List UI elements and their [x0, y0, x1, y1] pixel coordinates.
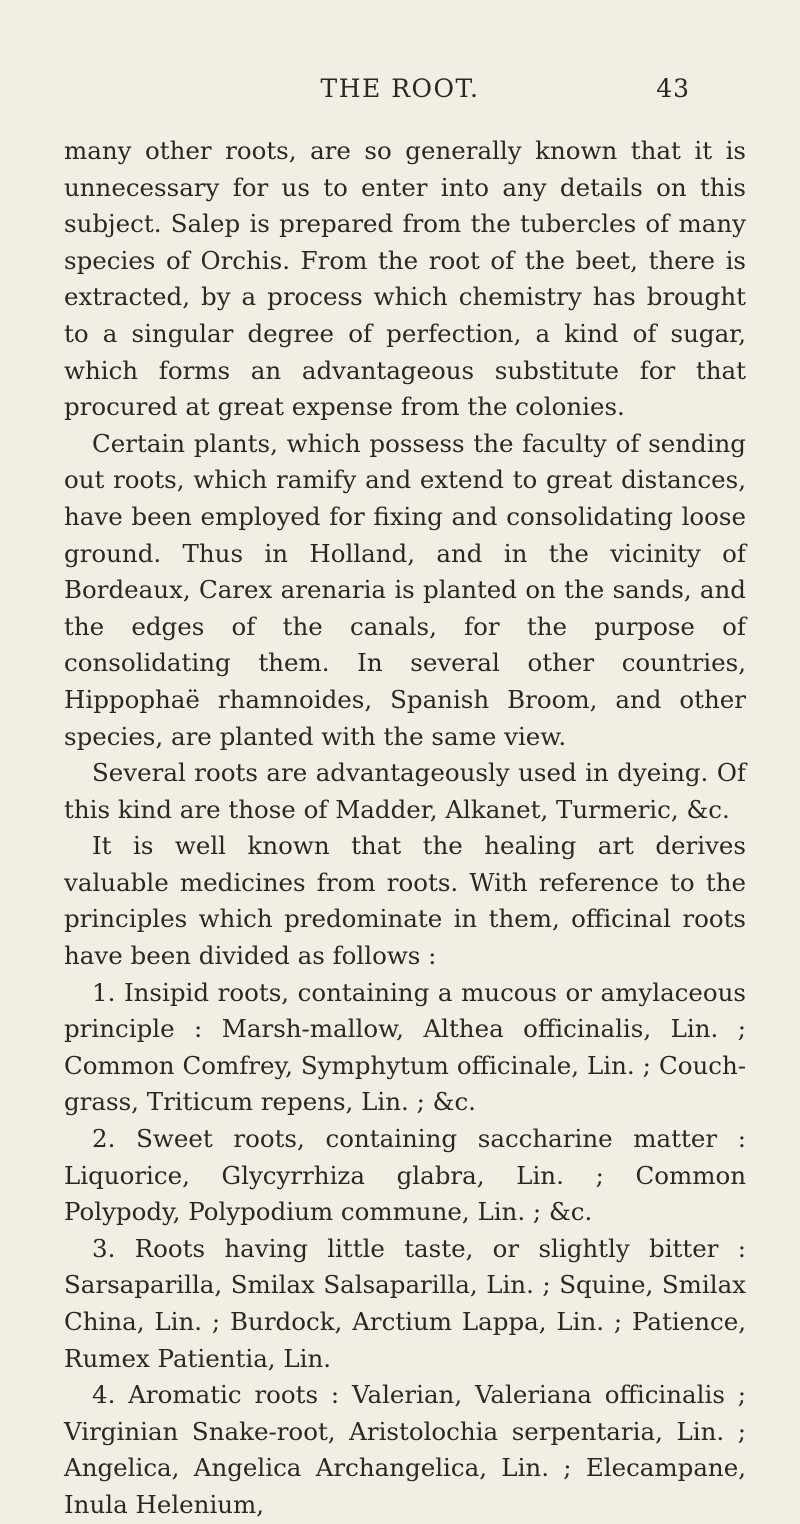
paragraph-2: Certain plants, which possess the faculty of sending out roots, which ramify and extend to great distances, have been employed for fixing and consolidating loose ground. Thus in Holland, and in the vicinity of Bordeaux, Carex arenaria is planted on the sands, and the edges of the canals, for the purpose of consolidating them. In several other countries, Hippophaë rhamnoides, Spanish Broom, and other species, are planted with the same view.	[64, 428, 746, 751]
list-item-aromatic-roots: 4. Aromatic roots : Valerian, Valeriana officinalis ; Virginian Snake-root, Aristolochia serpentaria, Lin. ; Angelica, Angelica Archangelica, Lin. ; Elecampane, Inula Helenium,	[64, 1380, 746, 1519]
paragraph-1: many other roots, are so generally known that it is unnecessary for us to enter into any details on this subject. Salep is prepared from the tubercles of many species of Orchis. From the root of the beet, there is extracted, by a process which chemistry has brought to a singular degree of perfection, a kind of sugar, which forms an advantageous substitute for that procured at great expense from the colonies.	[64, 136, 746, 422]
page-header	[0, 74, 800, 108]
body-text	[64, 133, 746, 1524]
running-head: THE ROOT.	[320, 74, 480, 103]
list-item-insipid-roots: 1. Insipid roots, containing a mucous or amylaceous principle : Marsh-mallow, Althea officinalis, Lin. ; Common Comfrey, Symphytum officinale, Lin. ; Couch-grass, Triticum repens, Lin. ; &c.	[64, 977, 746, 1117]
list-item-bitter-roots: 3. Roots having little taste, or slightly bitter : Sarsaparilla, Smilax Salsaparilla, Lin. ; Squine, Smilax China, Lin. ; Burdock, Arctium Lappa, Lin. ; Patience, Rumex Patientia, Lin.	[64, 1233, 746, 1373]
list-item-sweet-roots: 2. Sweet roots, containing saccharine matter : Liquorice, Glycyrrhiza glabra, Lin. ; Common Polypody, Polypodium commune, Lin. ; &c.	[64, 1124, 746, 1227]
paragraph-3: Several roots are advantageously used in dyeing. Of this kind are those of Madder, Alkanet, Turmeric, &c.	[64, 758, 746, 824]
page-number: 43	[656, 74, 690, 103]
paragraph-4: It is well known that the healing art derives valuable medicines from roots. With reference to the principles which predominate in them, officinal roots have been divided as follows :	[64, 831, 746, 971]
